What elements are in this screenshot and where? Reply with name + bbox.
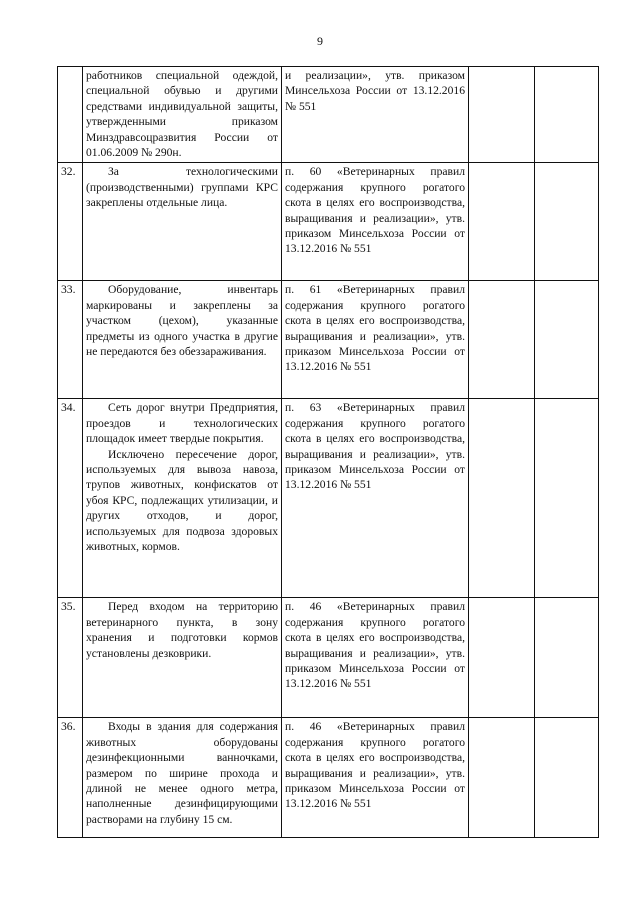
note-cell bbox=[535, 67, 599, 163]
row-number: 36. bbox=[58, 718, 83, 838]
answer-cell bbox=[469, 399, 535, 598]
legal-reference: п. 60 «Ветеринарных правил содержания крупного рогатого скота в целях его воспроизводства, выращивания и реализации», утв. приказом Минсельхоза России от 13.12.2016 № 551 bbox=[282, 163, 469, 281]
row-number: 34. bbox=[58, 399, 83, 598]
checklist-table bbox=[57, 66, 599, 838]
note-cell bbox=[535, 718, 599, 838]
requirement-cell bbox=[83, 163, 282, 281]
note-cell bbox=[535, 399, 599, 598]
legal-reference: п. 63 «Ветеринарных правил содержания крупного рогатого скота в целях его воспроизводства, выращивания и реализации», утв. приказом Минсельхоза России от 13.12.2016 № 551 bbox=[282, 399, 469, 598]
requirement-text: Сеть дорог внутри Предприятия, проездов и технологических площадок имеет твердые покрытия. bbox=[86, 401, 278, 446]
note-cell bbox=[535, 598, 599, 718]
legal-reference: п. 46 «Ветеринарных правил содержания крупного рогатого скота в целях его воспроизводства, выращивания и реализации», утв. приказом Минсельхоза России от 13.12.2016 № 551 bbox=[282, 598, 469, 718]
answer-cell bbox=[469, 163, 535, 281]
page-number: 9 bbox=[317, 34, 323, 48]
table-row bbox=[58, 399, 599, 598]
legal-reference: и реализации», утв. приказом Минсельхоза России от 13.12.2016 № 551 bbox=[282, 67, 469, 163]
requirement-text: Оборудование, инвентарь маркированы и закреплены за участком (цехом), указанные предметы из одного участка в другие не передаются без обеззараживания. bbox=[86, 283, 278, 359]
requirement-text: работников специальной одеждой, специальной обувью и другими средствами индивидуальной защиты, утвержденными приказом Минздравсоцразвития России от 01.06.2009 № 290н. bbox=[86, 69, 278, 160]
requirement-cell bbox=[83, 598, 282, 718]
requirement-text: Перед входом на территорию ветеринарного пункта, в зону хранения и подготовки кормов установлены дезковрики. bbox=[86, 600, 278, 660]
table-row bbox=[58, 163, 599, 281]
row-number: 32. bbox=[58, 163, 83, 281]
answer-cell bbox=[469, 598, 535, 718]
legal-reference: п. 61 «Ветеринарных правил содержания крупного рогатого скота в целях его воспроизводства, выращивания и реализации», утв. приказом Минсельхоза России от 13.12.2016 № 551 bbox=[282, 281, 469, 399]
answer-cell bbox=[469, 718, 535, 838]
requirement-text: Исключено пересечение дорог, используемых для вывоза навоза, трупов животных, конфискатов от убоя КРС, подлежащих утилизации, и других отходов, и дорог, используемых для подвоза здоровых животных, кормов. bbox=[86, 447, 278, 554]
requirement-text: За технологическими (производственными) группами КРС закреплены отдельные лица. bbox=[86, 165, 278, 210]
answer-cell bbox=[469, 281, 535, 399]
row-number bbox=[58, 67, 83, 163]
requirement-cell bbox=[83, 67, 282, 163]
requirement-cell bbox=[83, 399, 282, 598]
table-row bbox=[58, 67, 599, 163]
table-row bbox=[58, 281, 599, 399]
legal-reference: п. 46 «Ветеринарных правил содержания крупного рогатого скота в целях его воспроизводства, выращивания и реализации», утв. приказом Минсельхоза России от 13.12.2016 № 551 bbox=[282, 718, 469, 838]
table-row bbox=[58, 598, 599, 718]
requirement-cell bbox=[83, 281, 282, 399]
answer-cell bbox=[469, 67, 535, 163]
requirement-cell bbox=[83, 718, 282, 838]
table-row bbox=[58, 718, 599, 838]
requirement-text: Входы в здания для содержания животных оборудованы дезинфекционными ванночками, размером по ширине прохода и длиной не менее одного метра, наполненные дезинфицирующими растворами на глубину 15 см. bbox=[86, 720, 278, 826]
row-number: 33. bbox=[58, 281, 83, 399]
note-cell bbox=[535, 163, 599, 281]
row-number: 35. bbox=[58, 598, 83, 718]
note-cell bbox=[535, 281, 599, 399]
